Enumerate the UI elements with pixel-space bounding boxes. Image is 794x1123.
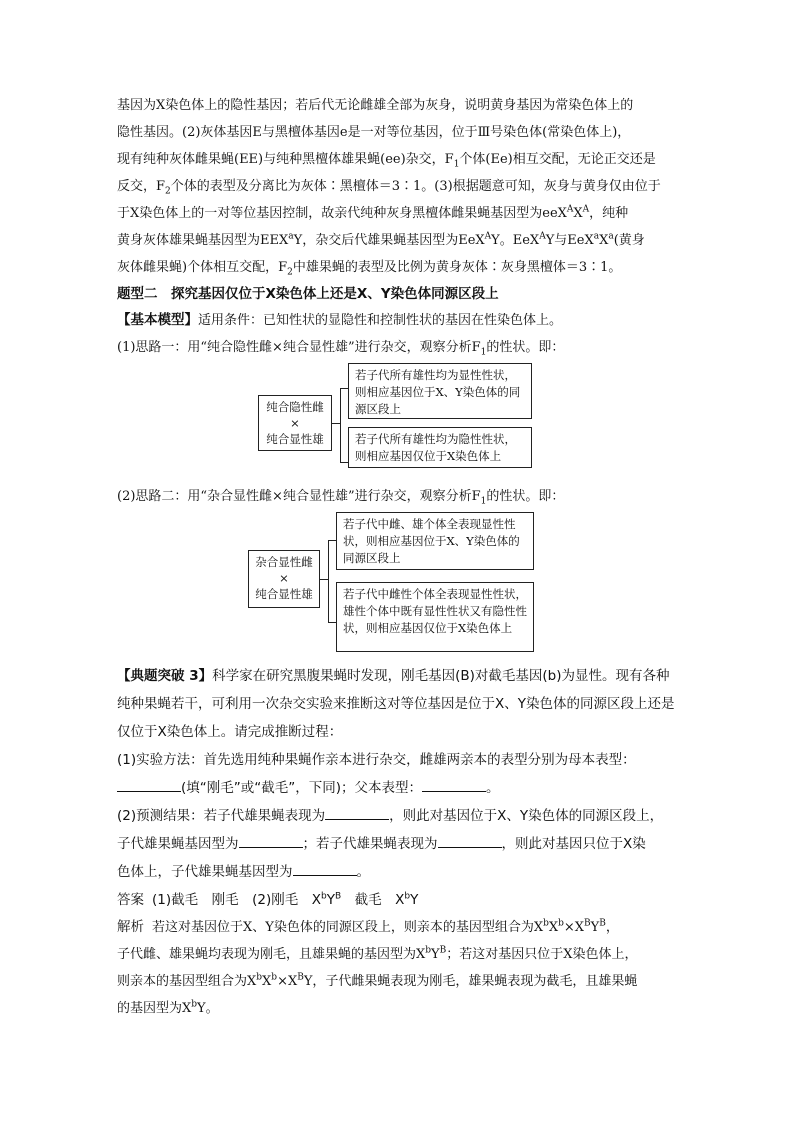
diagram-2-left-box: 杂合显性雌 × 纯合显性雄 xyxy=(248,550,320,608)
diagram-2 xyxy=(117,512,677,652)
diagram-1-connector-v xyxy=(340,388,341,462)
answer-blank-4[interactable] xyxy=(239,833,303,848)
answer-label: 答案 xyxy=(117,892,144,908)
basic-model-label: 【基本模型】 xyxy=(117,312,198,328)
example-question-2: (2)预测结果：若子代雄果蝇表现为 ，则此对基因位于X、Y染色体的同源区段上， 子代雄果蝇基因型为 ；若子代雄果蝇表现为 ，则此对基因只位于X染 色体上，子代雄果蝇基因型为 。 xyxy=(117,802,677,886)
diagram-1-bottom-box: 若子代所有雄性均为隐性性状，则相应基因仅位于X染色体上 xyxy=(348,427,532,468)
diagram-2-top-box: 若子代中雌、雄个体全表现显性性状，则相应基因位于X、Y染色体的同源区段上 xyxy=(336,512,534,570)
document-page xyxy=(117,92,677,1022)
idea-2: (2)思路二：用“杂合显性雌×纯合显性雄”进行杂交，观察分析$F_1$的性状。即： xyxy=(117,489,565,507)
diagram-1 xyxy=(117,361,677,479)
answer-blank-2[interactable] xyxy=(422,777,486,792)
diagram-1-left-box: 纯合隐性雌 × 纯合显性雄 xyxy=(258,395,332,451)
example-label: 【典题突破 3】 xyxy=(117,668,213,684)
analysis: 解析 若这对基因位于X、Y染色体的同源区段上，则亲本的基因型组合为$X^bX^b\times X^BY^B$， 子代雌、雄果蝇均表现为刚毛，且雄果蝇的基因型为$X^bY^B$；若这对基因只位于X染色体上， 则亲本的基因型组合为$X^bX^b\times X^BY$，子代雌果蝇表现为刚毛，雄果蝇表现为截毛，且雄果蝇 的基因型为$X^bY$。 xyxy=(117,918,638,1016)
paragraph-1: 基因为X染色体上的隐性基因；若后代无论雌雄全部为灰身，说明黄身基因为常染色体上的 隐性基因。(2)灰体基因E与黑檀体基因e是一对等位基因，位于Ⅲ号染色体(常染色体上)， 现有纯种灰体雌果蝇(EE)与纯种黑檀体雄果蝇(ee)杂交，$F_1$个体(Ee)相互交配，无论正交还是 反交，$F_2$个体的表型及分离比为灰体∶黑檀体＝3∶1。(3)根据题意可知，灰身与黄身仅由位于 于X染色体上的一对等位基因控制，故亲代纯种灰身黑檀体雌果蝇基因型为$eeX^AX^A$，纯种 黄身灰体雄果蝇基因型为EEX$^a$Y，杂交后代雄果蝇基因型为EeX$^A$Y。EeX$^A$Y与$EeX^aX^a$(黄身 灰体雌果蝇)个体相互交配，$F_2$中雄果蝇的表型及比例为黄身灰体∶灰身黑檀体＝3∶1。 xyxy=(117,98,661,278)
answer-blank-5[interactable] xyxy=(438,833,502,848)
diagram-1-connector-top xyxy=(340,388,348,389)
diagram-2-connector-h xyxy=(320,579,328,580)
diagram-1-connector-h xyxy=(332,423,340,424)
example-question-1: (1)实验方法：首先选用纯种果蝇作亲本进行杂交，雌雄两亲本的表型分别为母本表型： (填“刚毛”或“截毛”，下同)；父本表型： 。 xyxy=(117,752,636,796)
answer-blank-6[interactable] xyxy=(293,861,357,876)
answer-line: 答案 (1)截毛 刚毛 (2)刚毛 $X^bY^B$ 截毛 $X^bY$ xyxy=(117,891,419,908)
example-3 xyxy=(117,662,677,886)
diagram-2-connector-v xyxy=(328,540,329,622)
answer-blank-3[interactable] xyxy=(325,805,389,820)
diagram-1-top-box: 若子代所有雄性均为显性性状，则相应基因位于X、Y染色体的同源区段上 xyxy=(348,363,532,419)
section-title: 题型二 探究基因仅位于X染色体上还是X、Y染色体同源区段上 xyxy=(117,286,499,302)
diagram-2-connector-bottom xyxy=(328,622,336,623)
example-intro: 【典题突破 3】科学家在研究黑腹果蝇时发现，刚毛基因(B)对截毛基因(b)为显性。现有各种纯种果蝇若干，可利用一次杂交实验来推断这对等位基因是位于X、Y染色体的同源区段上还是仅位于X染色体上。请完成推断过程： xyxy=(117,668,675,740)
analysis-label: 解析 xyxy=(117,919,144,935)
diagram-2-connector-top xyxy=(328,540,336,541)
idea-1: (1)思路一：用“纯合隐性雌×纯合显性雄”进行杂交，观察分析F xyxy=(117,340,481,355)
basic-model: 【基本模型】适用条件：已知性状的显隐性和控制性状的基因在性染色体上。 (1)思路一：用“纯合隐性雌×纯合显性雄”进行杂交，观察分析$F_1$的性状。即： xyxy=(117,312,565,358)
answer-blank-1[interactable] xyxy=(117,777,181,792)
diagram-2-bottom-box: 若子代中雌性个体全表现显性性状，雄性个体中既有显性性状又有隐性性状，则相应基因仅位于X染色体上 xyxy=(336,582,534,652)
diagram-1-connector-bottom xyxy=(340,462,348,463)
